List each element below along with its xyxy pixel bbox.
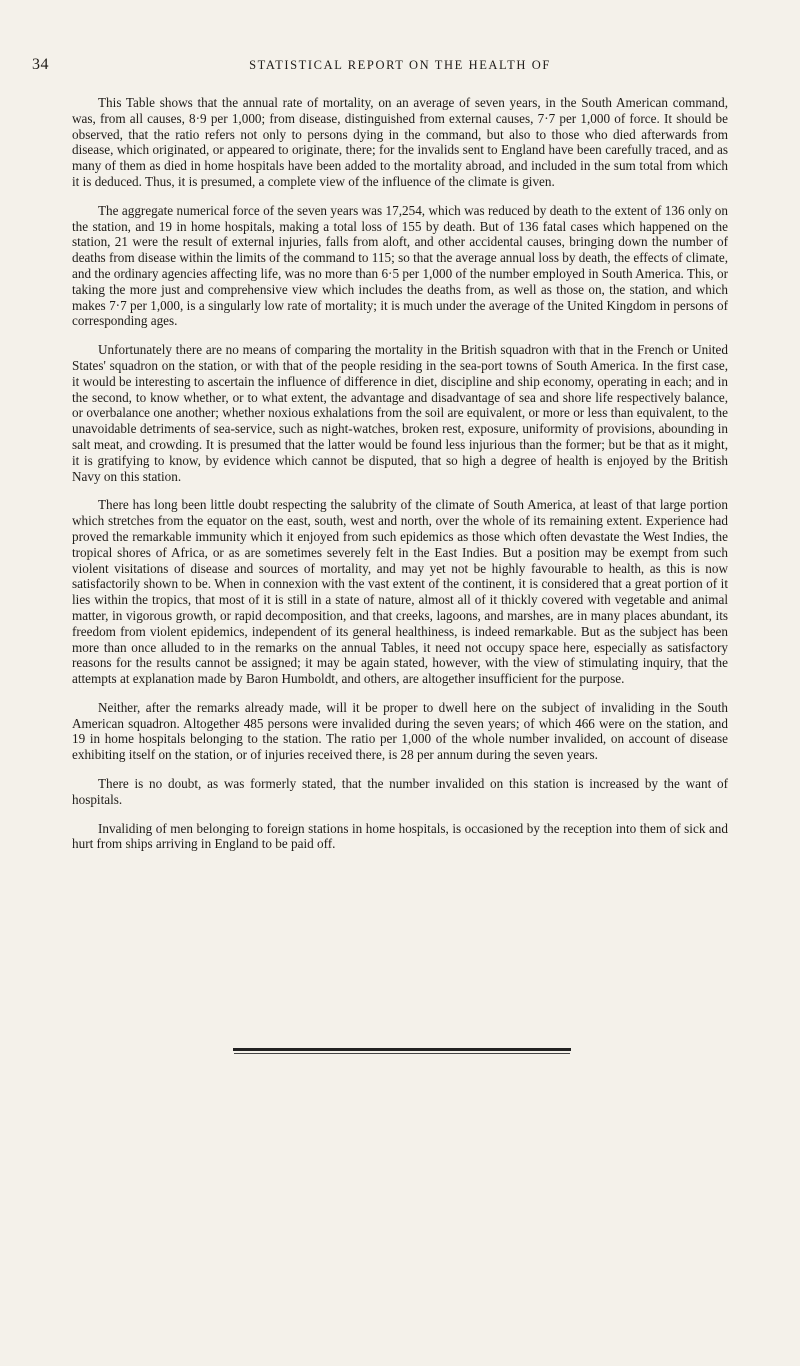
page-number: 34 bbox=[32, 56, 49, 73]
paragraph-climate: There has long been little doubt respecting the salubrity of the climate of South America, at least of that large portion which stretches from the equator on the east, south, west and north, over the whole of its remaining extent. Experience had proved the remarkable immunity which it enjoyed from such epidemics as those which often devastate the West Indies, the tropical shores of Africa, or as are sometimes severely felt in the East Indies. But a position may be exempt from such violent visitations of disease and sources of mortality, and may yet not be highly favourable to health, as this is now satisfactorily shown to be. When in connexion with the vast extent of the continent, it is considered that a great portion of it lies within the tropics, that most of it is still in a state of nature, almost all of it thickly covered with vegetable and animal matter, in vigorous growth, or rapid decomposition, and that creeks, lagoons, and marshes, are in many places abundant, its freedom from violent epidemics, independent of its general healthiness, is indeed remarkable. But as the subject has been more than once alluded to in the remarks on the annual Tables, it need not occupy space here, especially as satisfactory reasons for the results cannot be assigned; it may be again stated, however, with the view of stimulating inquiry, that the attempts at explanation made by Baron Humboldt, and others, are altogether insufficient for the purpose. bbox=[72, 497, 728, 687]
running-head: STATISTICAL REPORT ON THE HEALTH OF bbox=[249, 58, 551, 72]
paragraph-aggregate-force: The aggregate numerical force of the seven years was 17,254, which was reduced by death to the extent of 136 only on the station, and 19 in home hospitals, making a total loss of 155 by death. But of 136 fatal cases which happened on the station, 21 were the result of external injuries, falls from aloft, and other accidental causes, bringing down the number of deaths from disease within the limits of the command to 115; so that the average annual loss by death, the effects of climate, and the ordinary agencies affecting life, was no more than 6·5 per 1,000 of the number employed in South America. This, or taking the more just and comprehensive view which includes the deaths from, as well as those on, the station, and which makes 7·7 per 1,000, is a singularly low rate of mortality; it is much under the average of the United Kingdom in persons of corresponding ages. bbox=[72, 202, 728, 329]
paragraph-home-hospitals: Invaliding of men belonging to foreign stations in home hospitals, is occasioned by the reception into them of sick and hurt from ships arriving in England to be paid off. bbox=[72, 820, 728, 852]
paragraph-hospitals: There is no doubt, as was formerly stated, that the number invalided on this station is increased by the want of hospitals. bbox=[72, 776, 728, 807]
body-text bbox=[72, 95, 728, 865]
paragraph-comparison: Unfortunately there are no means of comparing the mortality in the British squadron with that in the French or United States' squadron on the station, or with that of the people residing in the sea-port towns of South America. In the first case, it would be interesting to ascertain the influence of difference in diet, discipline and ship economy, operating in each; and in the second, to know whether, or to what extent, the advantage and disadvantage of sea and shore life respectively balance, or overbalance one another; whether noxious exhalations from the soil are equivalent, or more or less than equivalent, to the unavoidable detriments of sea-service, such as night-watches, broken rest, exposure, uniformity of provisions, abounding in salt meat, and crowding. It is presumed that the latter would be found less injurious than the former; but be that as it might, it is gratifying to know, by evidence which cannot be disputed, that so high a degree of health is enjoyed by the British Navy on this station. bbox=[72, 342, 728, 484]
paragraph-invaliding: Neither, after the remarks already made, will it be proper to dwell here on the subject of invaliding in the South American squadron. Altogether 485 persons were invalided during the seven years; of which 466 were on the station, and 19 in home hospitals belonging to the station. The ratio per 1,000 of the whole number invalided, on account of disease exhibiting itself on the station, or of injuries received there, is 28 per annum during the seven years. bbox=[72, 699, 728, 763]
section-divider bbox=[233, 1048, 571, 1051]
page-header bbox=[0, 56, 800, 80]
paragraph-mortality-rate: This Table shows that the annual rate of mortality, on an average of seven years, in the South American command, was, from all causes, 8·9 per 1,000; from disease, distinguished from external causes, 7·7 per 1,000 of force. It should be observed, that the ratio refers not only to persons dying in the command, but also to those who died afterwards from disease, which originated, or appeared to originate, there; for the invalids sent to England have been carefully traced, and as many of them as died in home hospitals have been added to the mortality abroad, and included in the sum total from which it is deduced. Thus, it is presumed, a complete view of the influence of the climate is given. bbox=[72, 95, 728, 189]
